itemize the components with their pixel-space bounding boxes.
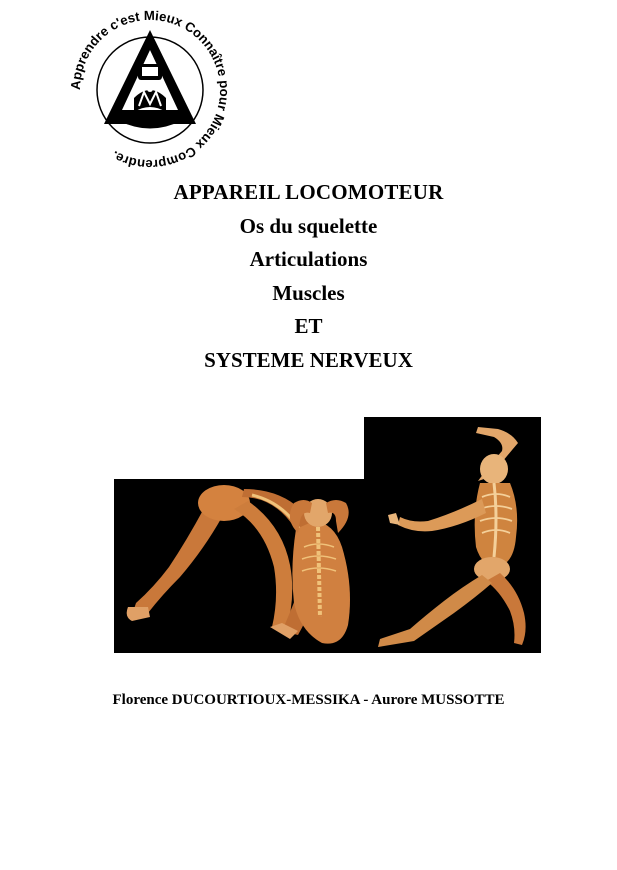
title-line: Muscles [272,280,345,305]
title-line: APPAREIL LOCOMOTEUR [173,180,444,204]
logo [62,2,238,178]
title-block [0,176,617,377]
anatomy-illustration-icon [114,417,541,653]
circular-emblem-icon [62,2,238,178]
title-line: SYSTEME NERVEUX [204,347,413,372]
title-line: Os du squelette [239,213,378,238]
title-line: Articulations [249,247,368,271]
logo-ring-text: Apprendre c'est Mieux Connaître pour Mieux Comprendre. [67,7,233,173]
anatomy-figures-image [114,417,541,653]
title-line: ET [294,314,323,338]
authors-line: Florence DUCOURTIOUX-MESSIKA - Aurore MUSSOTTE [112,692,505,708]
